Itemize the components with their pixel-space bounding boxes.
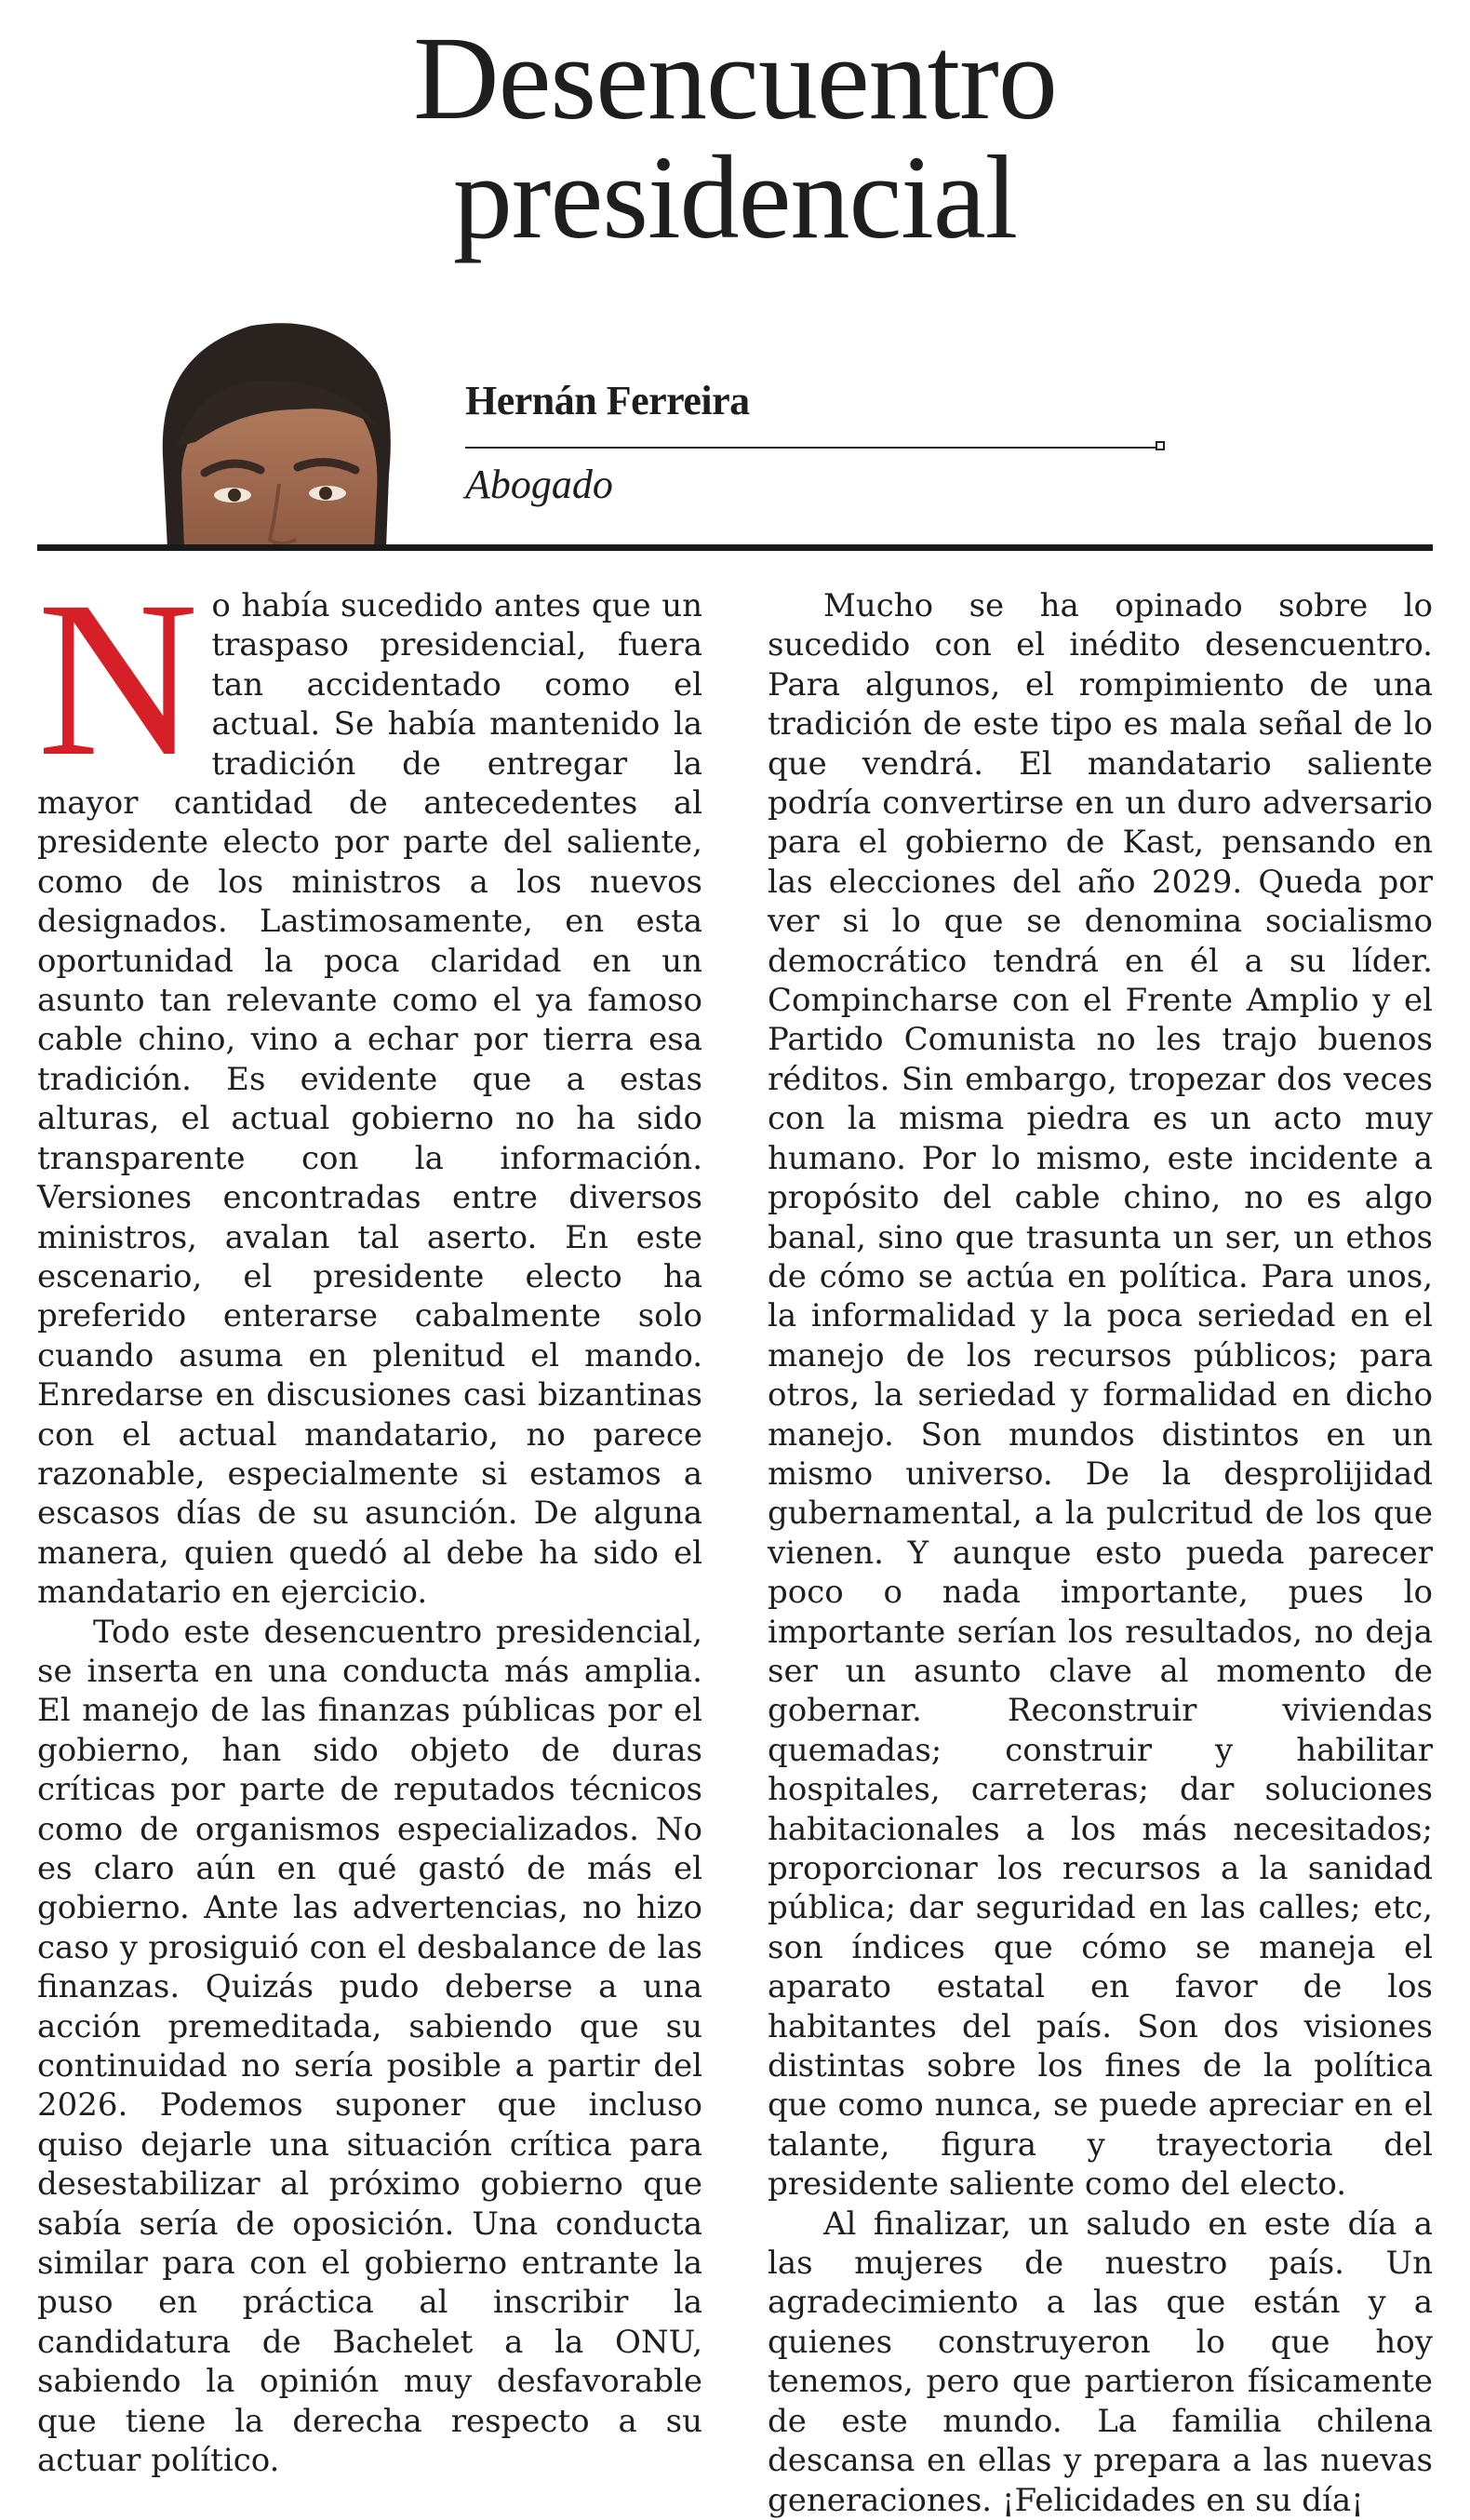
author-portrait xyxy=(140,316,419,549)
paragraph-2: Todo este desencuentro presidencial, se inserta en una conducta más amplia. El manejo de las finanzas públicas por el gobierno, han sido objeto de duras críticas por parte de reputados técnicos como de organismos especializados. No es claro aún en qué gastó de más el gobierno. Ante las advertencias, no hizo caso y prosiguió con el desbalance de las finanzas. Quizás pudo deberse a una acción premeditada, sabiendo que su continuidad no sería posible a partir del 2026. Podemos suponer que incluso quiso dejarle una situación crítica para desestabilizar al próximo gobierno que sabía sería de oposición. Una conducta similar para con el gobierno entrante la puso en práctica al inscribir la candidatura de Bachelet a la ONU, sabiendo la opinión muy desfavorable que tiene la derecha respecto a su actuar político. xyxy=(37,1613,702,2480)
header-divider xyxy=(37,544,1433,551)
byline-rule xyxy=(465,447,1161,449)
paragraph-1 xyxy=(37,555,702,1613)
author-role: Abogado xyxy=(465,462,613,507)
byline xyxy=(37,316,1433,549)
article-title xyxy=(0,12,1470,263)
paragraph-1-text: o había sucedido antes que un traspaso presidencial, fuera tan accidentado como el actual. Se había mantenido la tradición de entregar la mayor cantidad de antecedentes al presidente electo por parte del saliente, como de los ministros a los nuevos designados. Lastimosamente, en esta oportunidad la poca claridad en un asunto tan relevante como el ya famoso cable chino, vino a echar por tierra esa tradición. Es evidente que a estas alturas, el actual gobierno no ha sido transparente con la información. Versiones encontradas entre diversos ministros, avalan tal aserto. En este escenario, el presidente electo ha preferido enterarse cabalmente solo cuando asuma en plenitud el mando. Enredarse en discusiones casi bizantinas con el actual mandatario, no parece razonable, especialmente si estamos a escasos días de su asunción. De alguna manera, quien quedó al debe ha sido el mandatario en ejercicio. xyxy=(37,587,702,1612)
byline-rule-end xyxy=(1156,441,1165,450)
column-left xyxy=(37,555,702,2481)
drop-cap: N xyxy=(37,555,199,802)
column-right xyxy=(768,586,1433,2520)
paragraph-3: Mucho se ha opinado sobre lo sucedido con el inédito desencuentro. Para algunos, el rompimiento de una tradición de este tipo es mala señal de lo que vendrá. El mandatario saliente podría convertirse en un duro adversario para el gobierno de Kast, pensando en las elecciones del año 2029. Queda por ver si lo que se denomina socialismo democrático tendrá en él a su líder. Compincharse con el Frente Amplio y el Partido Comunista no les trajo buenos réditos. Sin embargo, tropezar dos veces con la misma piedra es un acto muy humano. Por lo mismo, este incidente a propósito del cable chino, no es algo banal, sino que trasunta un ser, un ethos de cómo se actúa en política. Para unos, la informalidad y la poca seriedad en el manejo de los recursos públicos; para otros, la seriedad y formalidad en dicho manejo. Son mundos distintos en un mismo universo. De la desprolijidad gubernamental, a la pulcritud de los que vienen. Y aunque esto pueda parecer poco o nada importante, pues lo importante serían los resultados, no deja ser un asunto clave al momento de gobernar. Reconstruir viviendas quemadas; construir y habilitar hospitales, carreteras; dar soluciones habitacionales a los más necesitados; proporcionar los recursos a la sanidad pública; dar seguridad en las calles; etc, son índices que cómo se maneja el aparato estatal en favor de los habitantes del país. Son dos visiones distintas sobre los fines de la política que como nunca, se puede apreciar en el talante, figura y trayectoria del presidente saliente como del electo. xyxy=(768,587,1433,2204)
author-name: Hernán Ferreira xyxy=(465,378,750,423)
title-line-1: Desencuentro xyxy=(413,12,1057,144)
paragraph-4: Al finalizar, un saludo en este día a las mujeres de nuestro país. Un agradecimiento a las que están y a quienes construyeron lo que hoy tenemos, pero que partieron físicamente de este mundo. La familia chilena descansa en ellas y prepara a las nuevas generaciones. ¡Felicidades en su día¡ xyxy=(768,2205,1433,2519)
title-line-2: presidencial xyxy=(452,131,1018,263)
